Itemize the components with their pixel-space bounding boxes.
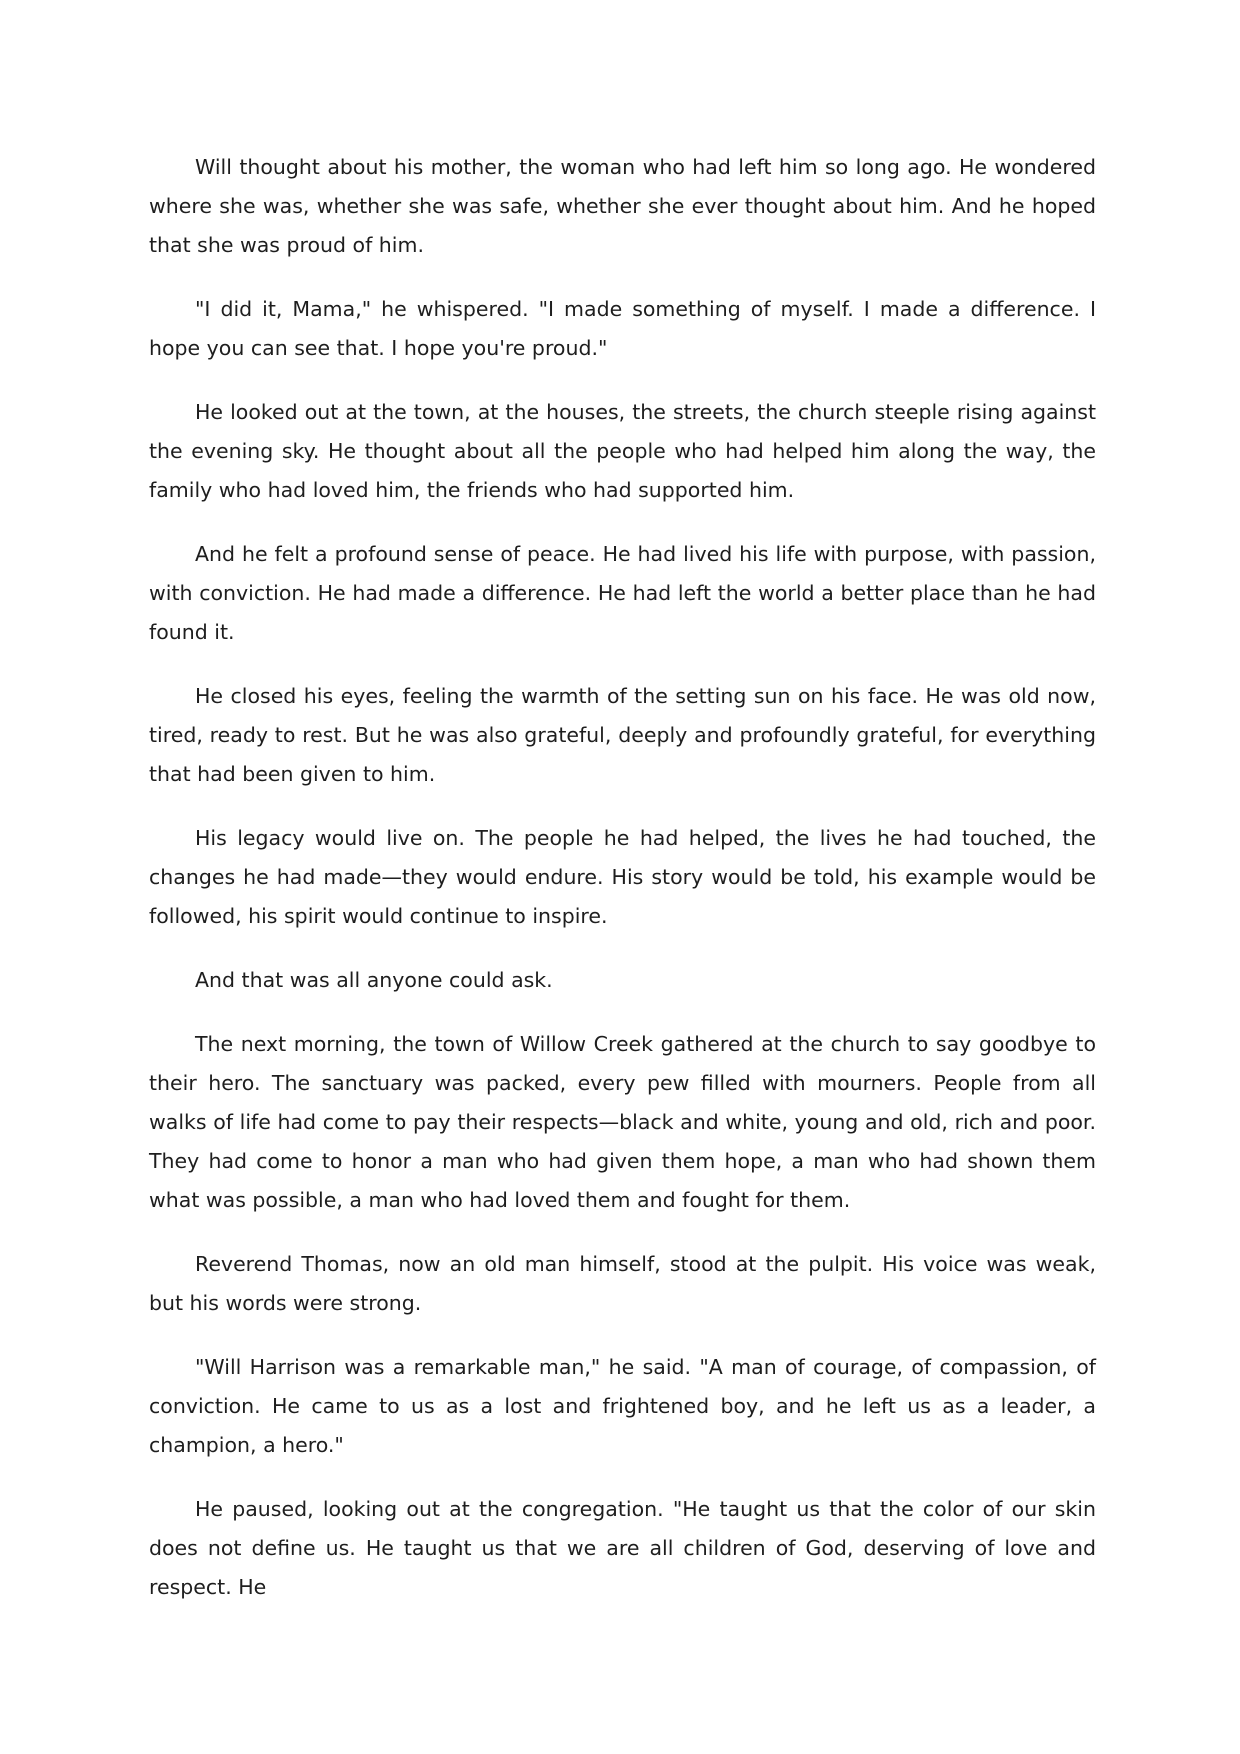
paragraph-4: And he felt a profound sense of peace. He had lived his life with purpose, with passion, with conviction. He had made a difference. He had left the world a better place than he had found it. [149, 542, 1096, 644]
paragraph-1: Will thought about his mother, the woman who had left him so long ago. He wondered where she was, whether she was safe, whether she ever thought about him. And he hoped that she was proud of him. [149, 155, 1096, 257]
paragraph-6: His legacy would live on. The people he had helped, the lives he had touched, the changes he had made—they would endure. His story would be told, his example would be followed, his spirit would continue to inspire. [149, 826, 1096, 928]
document-page [149, 148, 1096, 1632]
paragraph-3: He looked out at the town, at the houses, the streets, the church steeple rising against the evening sky. He thought about all the people who had helped him along the way, the family who had loved him, the friends who had supported him. [149, 400, 1096, 502]
paragraph-5: He closed his eyes, feeling the warmth of the setting sun on his face. He was old now, tired, ready to rest. But he was also grateful, deeply and profoundly grateful, for everything that had been given to him. [149, 684, 1096, 786]
paragraph-9: Reverend Thomas, now an old man himself, stood at the pulpit. His voice was weak, but his words were strong. [149, 1252, 1096, 1315]
paragraph-7: And that was all anyone could ask. [195, 968, 553, 992]
paragraph-11: He paused, looking out at the congregation. "He taught us that the color of our skin does not define us. He taught us that we are all children of God, deserving of love and respect. He [149, 1497, 1096, 1599]
paragraph-2: "I did it, Mama," he whispered. "I made something of myself. I made a difference. I hope you can see that. I hope you're proud." [149, 297, 1096, 360]
paragraph-10: "Will Harrison was a remarkable man," he said. "A man of courage, of compassion, of conviction. He came to us as a lost and frightened boy, and he left us as a leader, a champion, a hero." [149, 1355, 1096, 1457]
paragraph-8: The next morning, the town of Willow Creek gathered at the church to say goodbye to their hero. The sanctuary was packed, every pew filled with mourners. People from all walks of life had come to pay their respects—black and white, young and old, rich and poor. They had come to honor a man who had given them hope, a man who had shown them what was possible, a man who had loved them and fought for them. [149, 1032, 1096, 1212]
